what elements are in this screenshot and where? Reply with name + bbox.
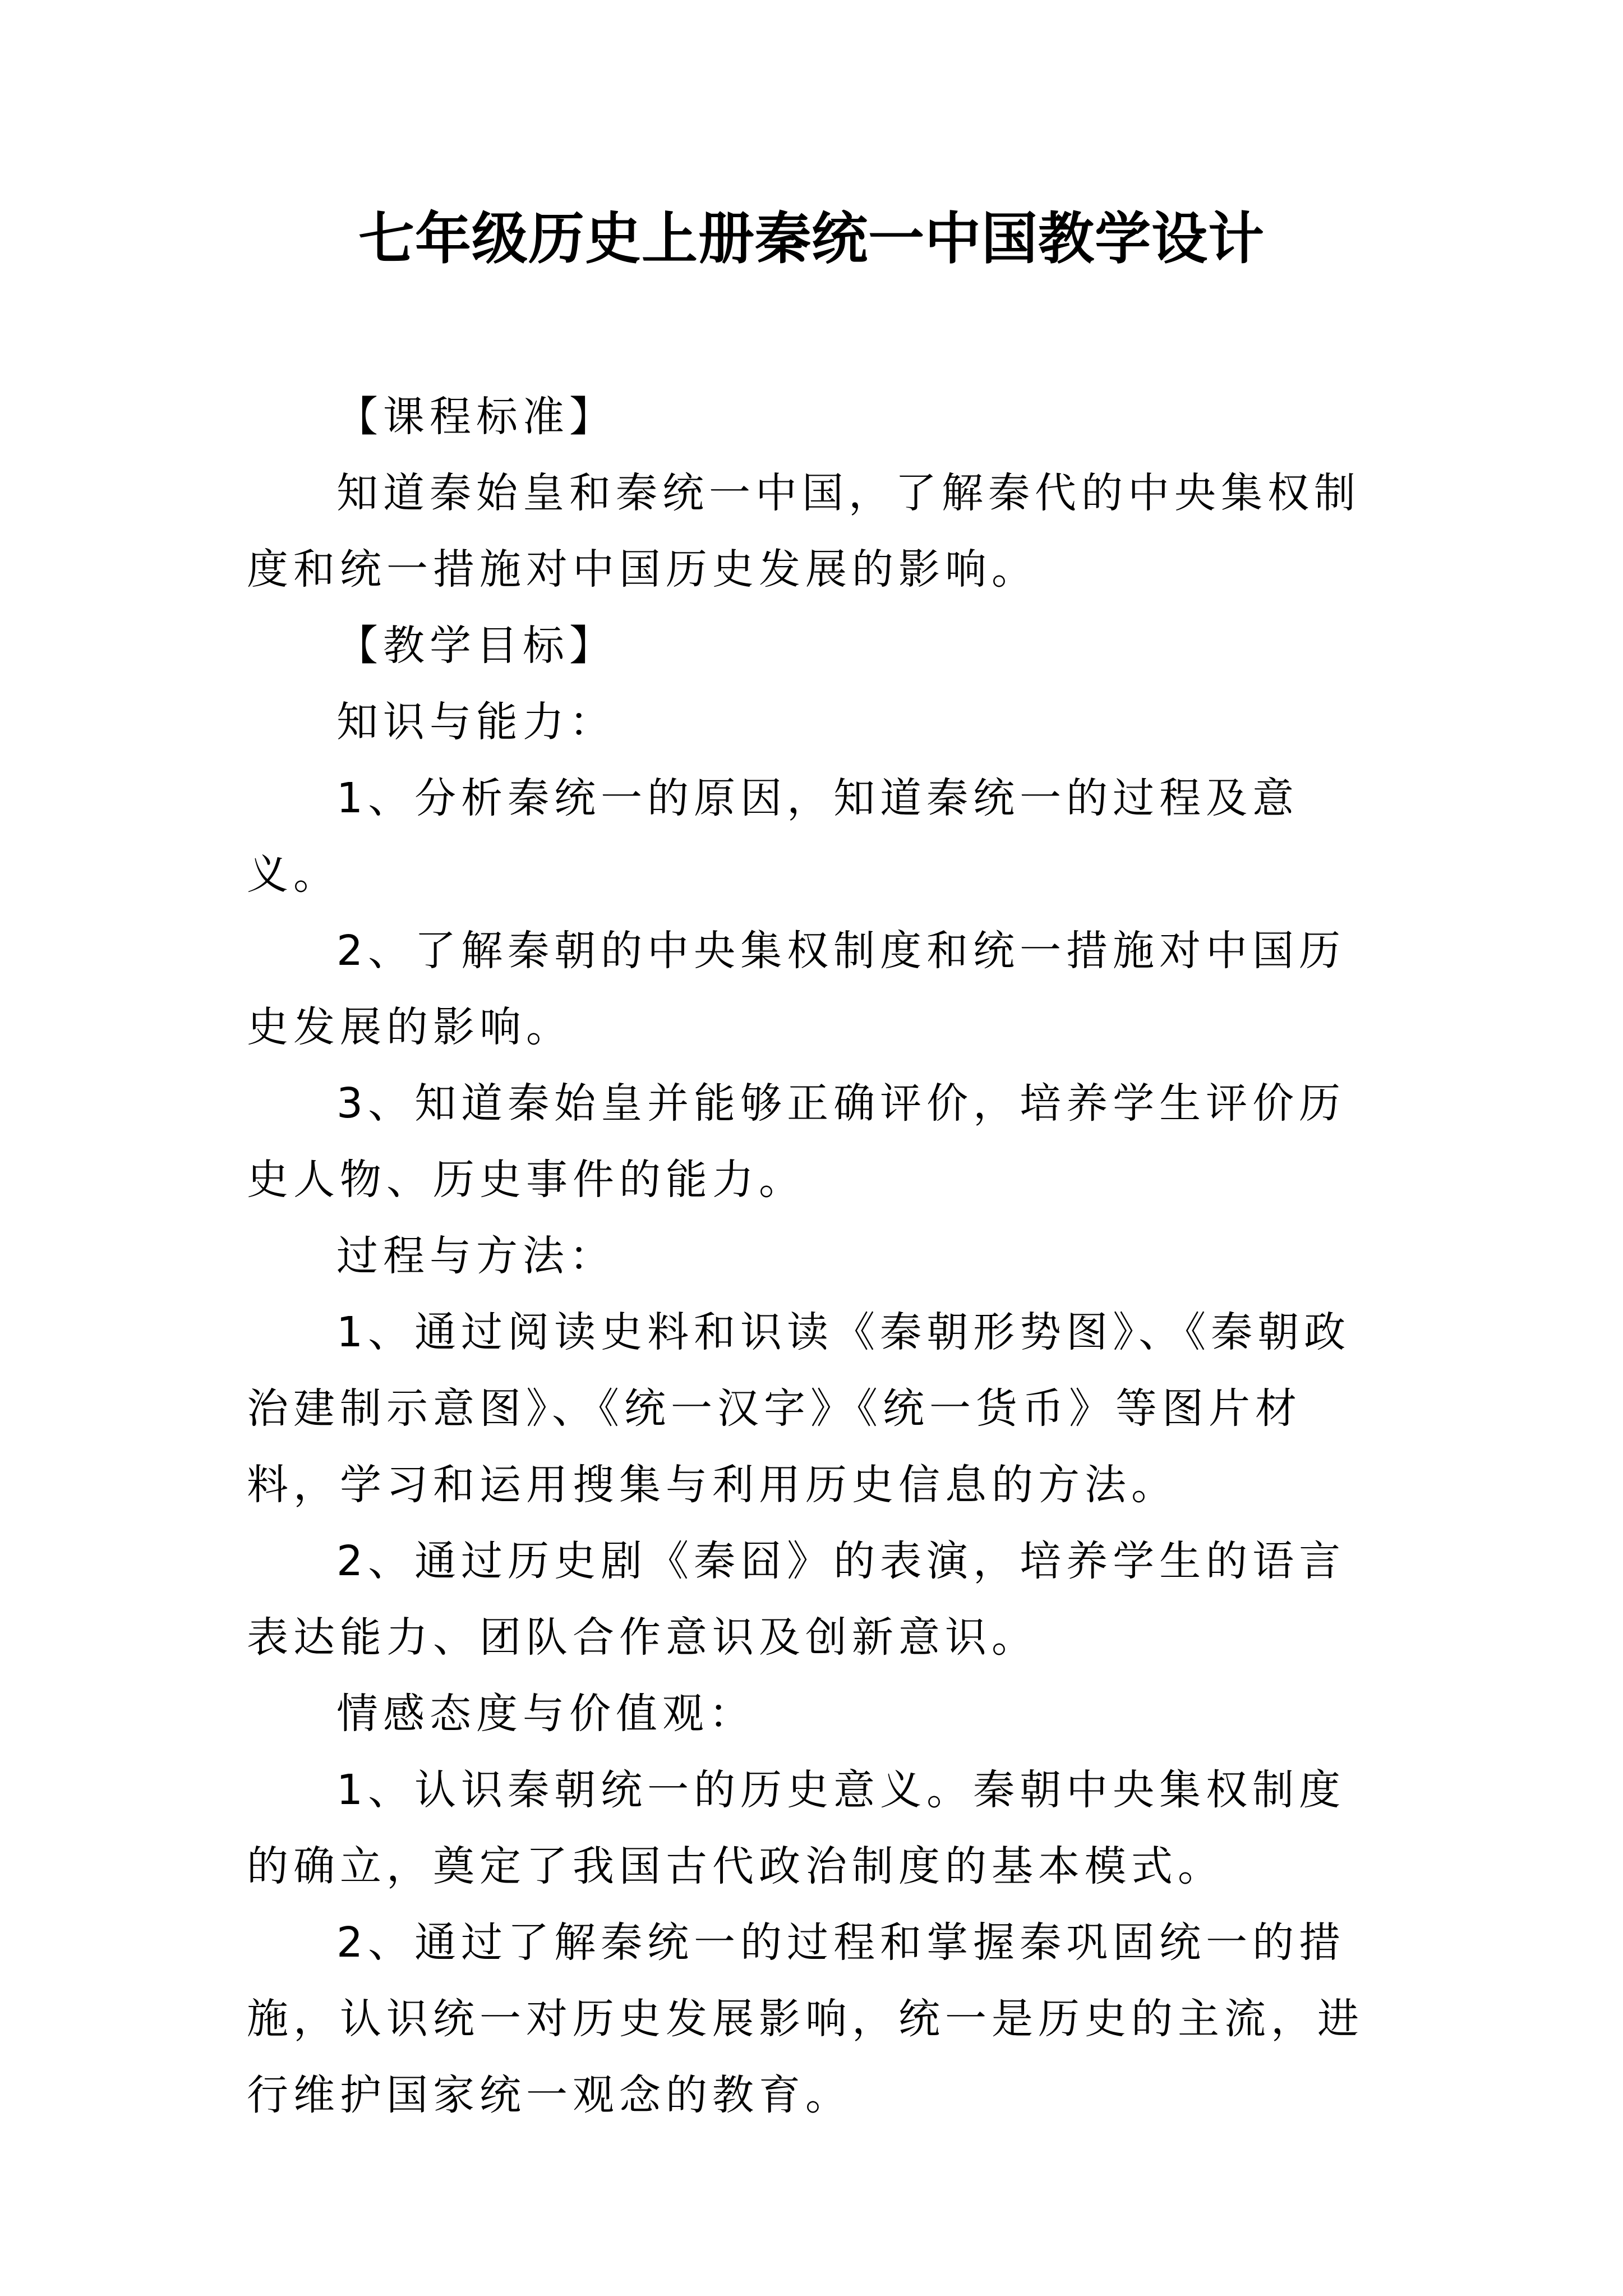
list-item-knowledge-1: 1、分析秦统一的原因，知道秦统一的过程及意义。 [247, 774, 1299, 899]
subheading-process-method: 过程与方法： [336, 1232, 616, 1280]
section-heading-curriculum-standard: 【课程标准】 [336, 393, 616, 441]
subheading-knowledge-ability: 知识与能力： [336, 698, 616, 746]
list-item-emotion-2: 2、通过了解秦统一的过程和掌握秦巩固统一的措施，认识统一对历史发展影响，统一是历史的主流，进行维护国家统一观念的教育。 [247, 1918, 1364, 2119]
section-heading-teaching-goals: 【教学目标】 [336, 622, 616, 670]
list-item-knowledge-3: 3、知道秦始皇并能够正确评价，培养学生评价历史人物、历史事件的能力。 [247, 1079, 1346, 1204]
list-item-process-1: 1、通过阅读史料和识读《秦朝形势图》、《秦朝政治建制示意图》、《统一汉字》《统一货币》等图片材料，学习和运用搜集与利用历史信息的方法。 [247, 1308, 1351, 1509]
document-body [247, 379, 1385, 2133]
subheading-emotion-values: 情感态度与价值观： [336, 1690, 755, 1738]
list-item-process-2: 2、通过历史剧《秦囧》的表演，培养学生的语言表达能力、团队合作意识及创新意识。 [247, 1537, 1346, 1662]
list-item-knowledge-2: 2、了解秦朝的中央集权制度和统一措施对中国历史发展的影响。 [247, 927, 1346, 1051]
document-title: 七年级历史上册秦统一中国教学设计 [358, 205, 1265, 272]
paragraph-curriculum-standard: 知道秦始皇和秦统一中国，了解秦代的中央集权制度和统一措施对中国历史发展的影响。 [247, 469, 1361, 593]
list-item-emotion-1: 1、认识秦朝统一的历史意义。秦朝中央集权制度的确立，奠定了我国古代政治制度的基本模式。 [247, 1766, 1346, 1890]
